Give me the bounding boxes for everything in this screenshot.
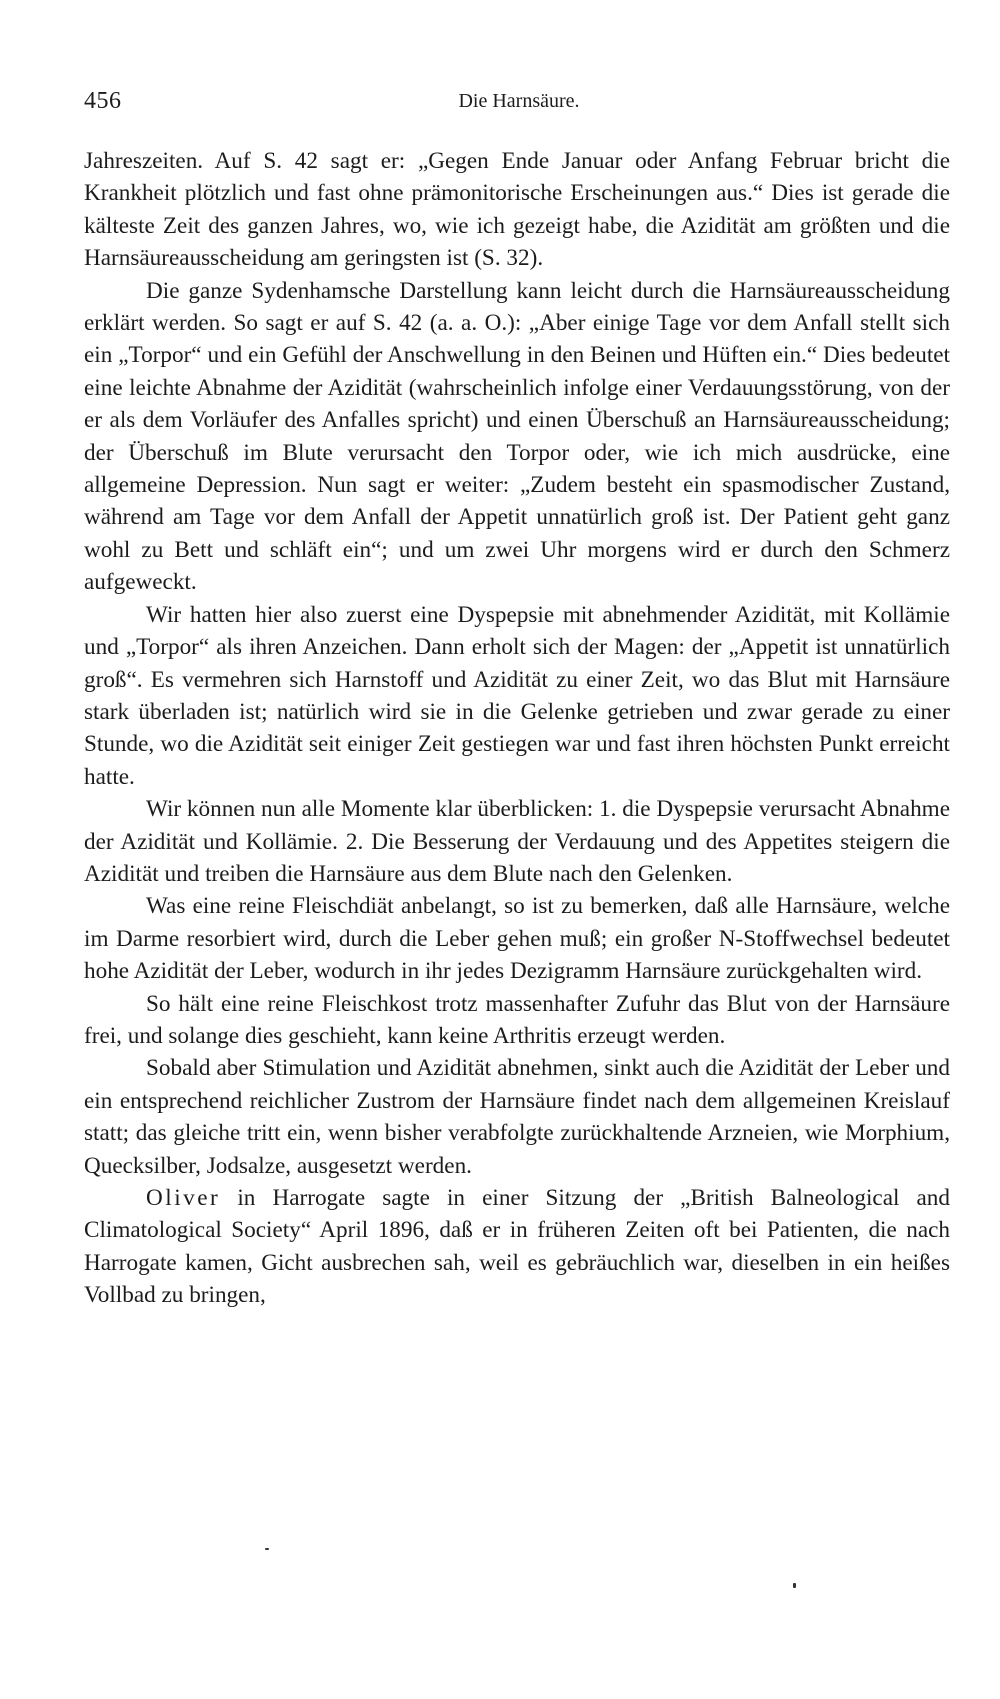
page-header xyxy=(84,88,954,128)
scan-speck xyxy=(793,1583,796,1588)
paragraph-continued: Jahreszeiten. Auf S. 42 sagt er: „Gegen Ende Januar oder Anfang Februar bricht die Krankheit plötzlich und fast ohne prämonitorische Erscheinungen aus.“ Dies ist gerade die kälteste Zeit des ganzen Jahres, wo, wie ich gezeigt habe, die Azidität am größten und die Harnsäureausscheidung am geringsten ist (S. 32). xyxy=(84,148,950,272)
running-title: Die Harnsäure. xyxy=(458,90,580,112)
scan-speck xyxy=(265,1548,269,1550)
paragraph: Sobald aber Stimulation und Azidität abnehmen, sinkt auch die Azidität der Leber und ein entsprechend reichlicher Zustrom der Harnsäure findet nach dem allgemeinen Kreislauf statt; das gleiche tritt ein, wenn bisher verabfolgte zurückhaltende Arzneien, wie Morphium, Quecksilber, Jodsalze, ausgesetzt werden. xyxy=(84,1055,950,1179)
paragraph: Wir hatten hier also zuerst eine Dyspepsie mit abnehmender Azidität, mit Kollämie und „Torpor“ als ihren Anzeichen. Dann erholt sich der Magen: der „Appetit ist unnatürlich groß“. Es vermehren sich Harnstoff und Azidität zu einer Zeit, wo das Blut mit Harnsäure stark überladen ist; natürlich wird sie in die Gelenke getrieben und zwar gerade zu einer Stunde, wo die Azidität seit einiger Zeit gestiegen war und fast ihren höchsten Punkt erreicht hatte. xyxy=(84,601,950,790)
body-text xyxy=(84,145,950,1312)
paragraph: So hält eine reine Fleischkost trotz massenhafter Zufuhr das Blut von der Harnsäure frei, und solange dies geschieht, kann keine Arthritis erzeugt werden. xyxy=(84,990,950,1049)
paragraph: Die ganze Sydenhamsche Darstellung kann leicht durch die Harnsäureausscheidung erklärt werden. So sagt er auf S. 42 (a. a. O.): „Aber einige Tage vor dem Anfall stellt sich ein „Torpor“ und ein Gefühl der Anschwellung in den Beinen und Hüften ein.“ Dies bedeutet eine leichte Abnahme der Azidität (wahrscheinlich infolge einer Verdauungsstörung, von der er als dem Vorläufer des Anfalles spricht) und einen Überschuß an Harnsäureausscheidung; der Überschuß im Blute verursacht den Torpor oder, wie ich mich ausdrücke, eine allgemeine Depression. Nun sagt er weiter: „Zudem besteht ein spasmodischer Zustand, während am Tage vor dem Anfall der Appetit unnatürlich groß ist. Der Patient geht ganz wohl zu Bett und schläft ein“; und um zwei Uhr morgens wird er durch den Schmerz aufgeweckt. xyxy=(84,277,950,596)
paragraph: Was eine reine Fleischdiät anbelangt, so ist zu bemerken, daß alle Harnsäure, welche im Darme resorbiert wird, durch die Leber gehen muß; ein großer N-Stoffwechsel bedeutet hohe Azidität der Leber, wodurch in ihr jedes Dezigramm Harnsäure zurückgehalten wird. xyxy=(84,893,950,985)
paragraph-text: in Harrogate sagte in einer Sitzung der „British Balneological and Climatological Society“ April 1896, daß er in früheren Zeiten oft bei Patienten, die nach Harrogate kamen, Gicht ausbrechen sah, weil es gebräuchlich war, dieselben in ein heißes Vollbad zu bringen, xyxy=(84,1185,950,1309)
page-number: 456 xyxy=(84,88,122,114)
author-name: Oliver xyxy=(146,1185,221,1211)
paragraph: Wir können nun alle Momente klar überblicken: 1. die Dyspepsie verursacht Abnahme der Azidität und Kollämie. 2. Die Besserung der Verdauung und des Appetites steigern die Azidität und treiben die Harnsäure aus dem Blute nach den Gelenken. xyxy=(84,796,950,887)
paragraph-oliver xyxy=(84,1182,950,1312)
